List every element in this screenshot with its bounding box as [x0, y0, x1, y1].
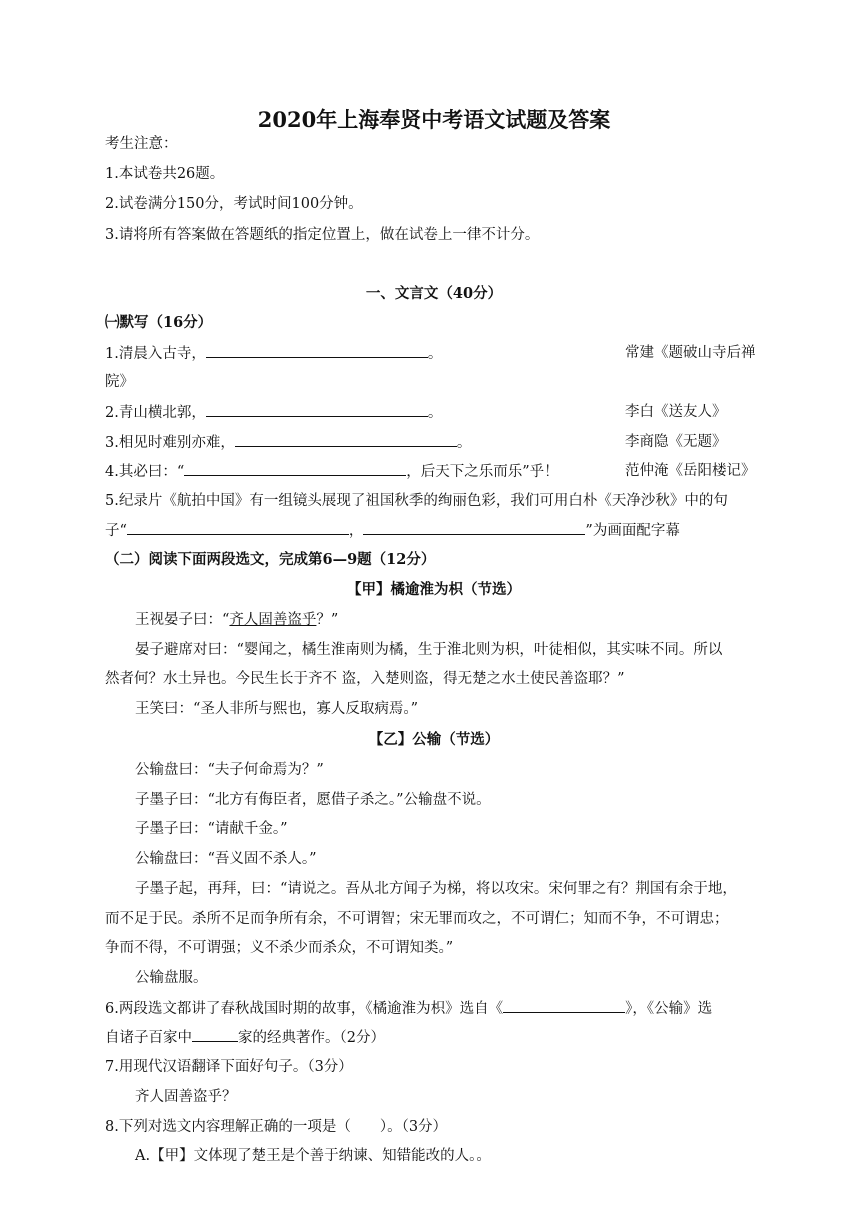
passage-line: 子墨子曰：“请献千金。” [135, 821, 288, 837]
answer-blank[interactable] [206, 402, 428, 417]
question-3 [105, 432, 471, 453]
question-text: 。 [427, 405, 443, 421]
question-text: ， [348, 523, 364, 539]
question-5-blanks [105, 520, 680, 541]
answer-blank[interactable] [363, 520, 585, 535]
passage-heading: 【乙】公输（节选） [368, 731, 500, 748]
passage-line: 而不足于民。杀所不足而争所有余，不可谓智；宋无罪而攻之，不可谓仁；知而不争，不可谓忠； [105, 911, 729, 927]
answer-blank[interactable] [206, 343, 428, 358]
passage-line: 子墨子起，再拜，曰：“请说之。吾从北方闻子为梯，将以攻宋。宋何罪之有？荆国有余于地， [135, 881, 737, 897]
passage-line: 争而不得，不可谓强；义不杀少而杀众，不可谓知类。” [105, 940, 454, 956]
passage-line: 子墨子曰：“北方有侮臣者，愿借子杀之。”公输盘不说。 [135, 792, 491, 808]
question-4 [105, 461, 559, 482]
question-text: 自诸子百家中 [105, 1030, 192, 1046]
translate-sentence: 齐人固善盗乎？ [135, 1089, 237, 1105]
question-text: 。 [427, 346, 443, 362]
question-text: 。 [456, 435, 472, 451]
answer-blank[interactable] [184, 461, 406, 476]
answer-blank[interactable] [127, 520, 349, 535]
source-citation: 常建《题破山寺后禅 [625, 345, 756, 361]
question-text: ，后天下之乐而乐”乎！ [406, 464, 559, 480]
page-title: 2020年上海奉贤中考语文试题及答案 [257, 107, 611, 132]
notice-item: 2.试卷满分150分，考试时间100分钟。 [105, 196, 363, 212]
source-citation: 李白《送友人》 [625, 404, 727, 420]
question-text: 子“ [105, 523, 127, 539]
passage-line: 王笑曰：“圣人非所与熙也，寡人反取病焉。” [135, 701, 419, 717]
passage-heading: 【甲】橘逾淮为枳（节选） [347, 581, 521, 598]
question-6 [105, 998, 712, 1019]
answer-blank[interactable] [192, 1027, 238, 1042]
passage-line: 公输盘曰：“吾义固不杀人。” [135, 851, 317, 867]
question-text: ”为画面配字幕 [585, 523, 680, 539]
passage-text: 王视晏子曰：“ [135, 612, 230, 628]
passage-line [135, 610, 338, 630]
question-text: 2.青山横北郭， [105, 405, 206, 421]
question-text: 家的经典著作。（2分） [238, 1030, 385, 1046]
passage-line: 公输盘曰：“夫子何命焉为？” [135, 762, 324, 778]
passage-line: 然者何？水土异也。今民生长于齐不 盗，入楚则盗，得无楚之水土使民善盗耶？” [105, 671, 625, 687]
question-5: 5.纪录片《航拍中国》有一组镜头展现了祖国秋季的绚丽色彩，我们可用白朴《天净沙秋》中的句 [105, 493, 728, 509]
passage-line: 公输盘服。 [135, 970, 208, 986]
notice-item: 3.请将所有答案做在答题纸的指定位置上，做在试卷上一律不计分。 [105, 227, 540, 243]
answer-blank[interactable] [503, 998, 625, 1013]
underlined-sentence: 齐人固善盗乎 [229, 612, 317, 628]
question-1 [105, 343, 442, 364]
passage-line: 晏子避席对曰：“婴闻之，橘生淮南则为橘，生于淮北则为枳，叶徒相似，其实味不同。所以 [135, 642, 723, 658]
question-text: 1.清晨入古寺， [105, 346, 206, 362]
question-text: 》，《公输》选 [625, 1001, 713, 1017]
answer-blank[interactable] [235, 432, 457, 447]
question-6-line2 [105, 1027, 385, 1048]
passage-text: ？” [316, 612, 339, 628]
question-8: 8.下列对选文内容理解正确的一项是（ ）。（3分） [105, 1119, 448, 1135]
part-heading: ㈠默写（16分） [105, 314, 213, 331]
notice-heading: 考生注意： [105, 136, 178, 152]
source-citation: 院》 [105, 374, 134, 390]
notice-item: 1.本试卷共26题。 [105, 166, 225, 182]
question-2 [105, 402, 442, 423]
question-text: 3.相见时难别亦难， [105, 435, 235, 451]
option-a: A.【甲】文体现了楚王是个善于纳谏、知错能改的人。。 [135, 1148, 491, 1164]
question-text: 4.其必曰：“ [105, 464, 185, 480]
question-7: 7.用现代汉语翻译下面好句子。（3分） [105, 1059, 353, 1075]
question-text: 6.两段选文都讲了春秋战国时期的故事，《橘逾淮为枳》选自《 [105, 1001, 504, 1017]
source-citation: 范仲淹《岳阳楼记》 [625, 463, 756, 479]
source-citation: 李商隐《无题》 [625, 434, 727, 450]
section-heading: 一、文言文（40分） [365, 285, 503, 302]
part-heading: （二）阅读下面两段选文，完成第6—9题（12分） [105, 551, 436, 568]
